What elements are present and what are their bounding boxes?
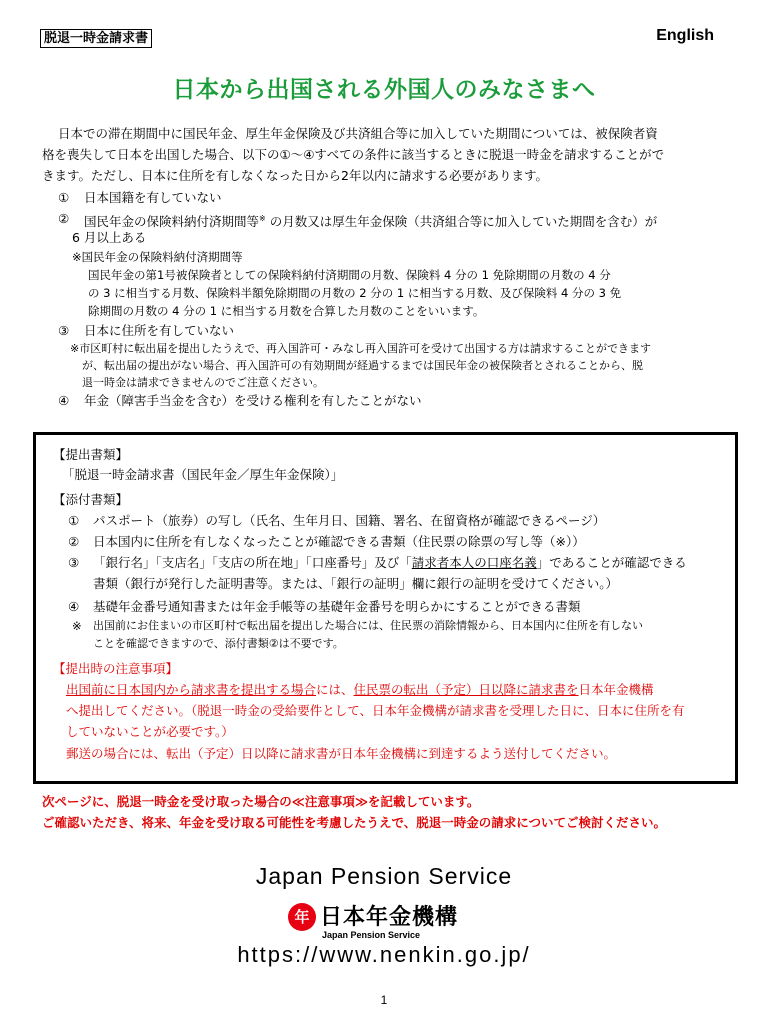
condition-2-text: [84, 209, 657, 231]
attach-4-number: ④: [68, 599, 80, 614]
attach-3-number: ③: [68, 555, 80, 570]
attach-1-text: パスポート（旅券）の写し（氏名、生年月日、国籍、署名、在留資格が確認できるページ）: [93, 513, 606, 528]
intro-line-3: きます。ただし、日本に住所を有しなくなった日から2年以内に請求する必要があります。: [42, 168, 548, 183]
logo-subtitle: Japan Pension Service: [322, 930, 421, 940]
document-label: 脱退一時金請求書: [40, 29, 152, 48]
attach-2-text: 日本国内に住所を有しなくなったことが確認できる書類（住民票の除票の写し等（※））: [93, 534, 585, 549]
caution-line-3: していないことが必要です。）: [66, 724, 234, 739]
submit-heading: 【提出書類】: [53, 447, 129, 462]
condition-2-line-2: 6 月以上ある: [72, 230, 147, 245]
english-language-link[interactable]: English: [656, 27, 714, 44]
page-number: 1: [380, 993, 388, 1007]
attach-note-mark: ※: [72, 619, 82, 633]
attach-3-text-underlined: 請求者本人の口座名義: [411, 555, 537, 570]
org-name-japanese: 日本年金機構: [320, 905, 459, 930]
condition-2-footnote-mark: ※: [259, 214, 266, 223]
jps-logo: [288, 902, 480, 942]
note-1-line-3: 除期間の月数の 4 分の 1 に相当する月数を合算した月数のことをいいます。: [88, 304, 485, 318]
caution-line-1-end: 日本年金機構: [578, 682, 654, 697]
note-1-line-2: の 3 に相当する月数、保険料半額免除期間の月数の 2 分の 1 に相当する月数、及び保険料 4 分の 3 免: [88, 286, 622, 300]
caution-line-2: へ提出してください。（脱退一時金の受給要件として、日本年金機構が請求書を受理した日に、日本に住所を有: [66, 703, 685, 718]
attach-heading: 【添付書類】: [53, 492, 129, 507]
condition-3-number: ③: [58, 323, 70, 338]
attach-3-text: [93, 553, 687, 572]
footer-notice-line-2: ご確認いただき、将来、年金を受け取る可能性を考慮したうえで、脱退一時金の請求についてご検討ください。: [42, 815, 667, 830]
attach-3-line-2: 書類（銀行が発行した証明書等。または、「銀行の証明」欄に銀行の証明を受けてください。）: [93, 576, 619, 591]
attach-1-number: ①: [68, 513, 80, 528]
caution-heading: 【提出時の注意事項】: [53, 661, 179, 676]
attach-2-number: ②: [68, 534, 80, 549]
caution-line-1-underlined-a: 出国前に日本国内から請求書を提出する場合: [66, 682, 317, 697]
condition-2-text-b: の月数又は厚生年金保険（共済組合等に加入していた期間を含む）が: [269, 214, 658, 230]
note-2-line-1: ※市区町村に転出届を提出したうえで、再入国許可・みなし再入国許可を受けて出国する方は請求することができます: [70, 342, 651, 355]
footer-notice-line-1: 次ページに、脱退一時金を受け取った場合の≪注意事項≫を記載しています。: [42, 794, 480, 809]
condition-3-text: 日本に住所を有していない: [84, 323, 235, 338]
page-title: 日本から出国される外国人のみなさまへ: [172, 77, 596, 103]
caution-line-1: [66, 680, 654, 699]
note-1-line-1: 国民年金の第1号被保険者としての保険料納付済期間の月数、保険料 4 分の 1 免除期間の月数の 4 分: [88, 268, 611, 282]
jps-logo-mark-icon: 年: [288, 903, 316, 931]
attach-4-text: 基礎年金番号通知書または年金手帳等の基礎年金番号を明らかにすることができる書類: [93, 599, 581, 614]
condition-2-text-a: 国民年金の保険料納付済期間等: [84, 214, 260, 230]
caution-line-4: 郵送の場合には、転出（予定）日以降に請求書が日本年金機構に到達するよう送付してください。: [66, 746, 617, 761]
intro-line-1: 日本での滞在期間中に国民年金、厚生年金保険及び共済組合等に加入していた期間については、被保険者資: [58, 126, 658, 141]
caution-line-1-underlined-b: 住民票の転出（予定）日以降に請求書を: [353, 682, 579, 697]
website-url-link[interactable]: https://www.nenkin.go.jp/: [237, 942, 531, 967]
attach-note-line-2: ことを確認できますので、添付書類②は不要です。: [93, 637, 344, 650]
submit-item: 「脱退一時金請求書（国民年金／厚生年金保険）」: [62, 467, 344, 482]
note-1-title: ※国民年金の保険料納付済期間等: [72, 250, 243, 264]
note-2-line-2: が、転出届の提出がない場合、再入国許可の有効期間が経過するまでは国民年金の被保険者とされることから、脱: [82, 359, 643, 372]
condition-4-number: ④: [58, 393, 70, 408]
condition-1-text: 日本国籍を有していない: [84, 190, 222, 205]
attach-note-line-1: 出国前にお住まいの市区町村で転出届を提出した場合には、住民票の消除情報から、日本国内に住所を有しない: [93, 619, 643, 632]
attach-3-text-a: 「銀行名」「支店名」「支店の所在地」「口座番号」及び「: [93, 555, 412, 570]
caution-line-1-mid: には、: [316, 682, 354, 697]
intro-line-2: 格を喪失して日本を出国した場合、以下の①～④すべての条件に該当するときに脱退一時金を請求することがで: [42, 147, 665, 162]
note-2-line-3: 退一時金は請求できませんのでご注意ください。: [82, 376, 324, 389]
condition-1-number: ①: [58, 190, 70, 205]
org-name-english: Japan Pension Service: [255, 863, 513, 889]
condition-4-text: 年金（障害手当金を含む）を受ける権利を有したことがない: [84, 393, 422, 408]
condition-2-number: ②: [58, 211, 70, 226]
attach-3-text-b: 」であることが確認できる: [536, 555, 687, 570]
